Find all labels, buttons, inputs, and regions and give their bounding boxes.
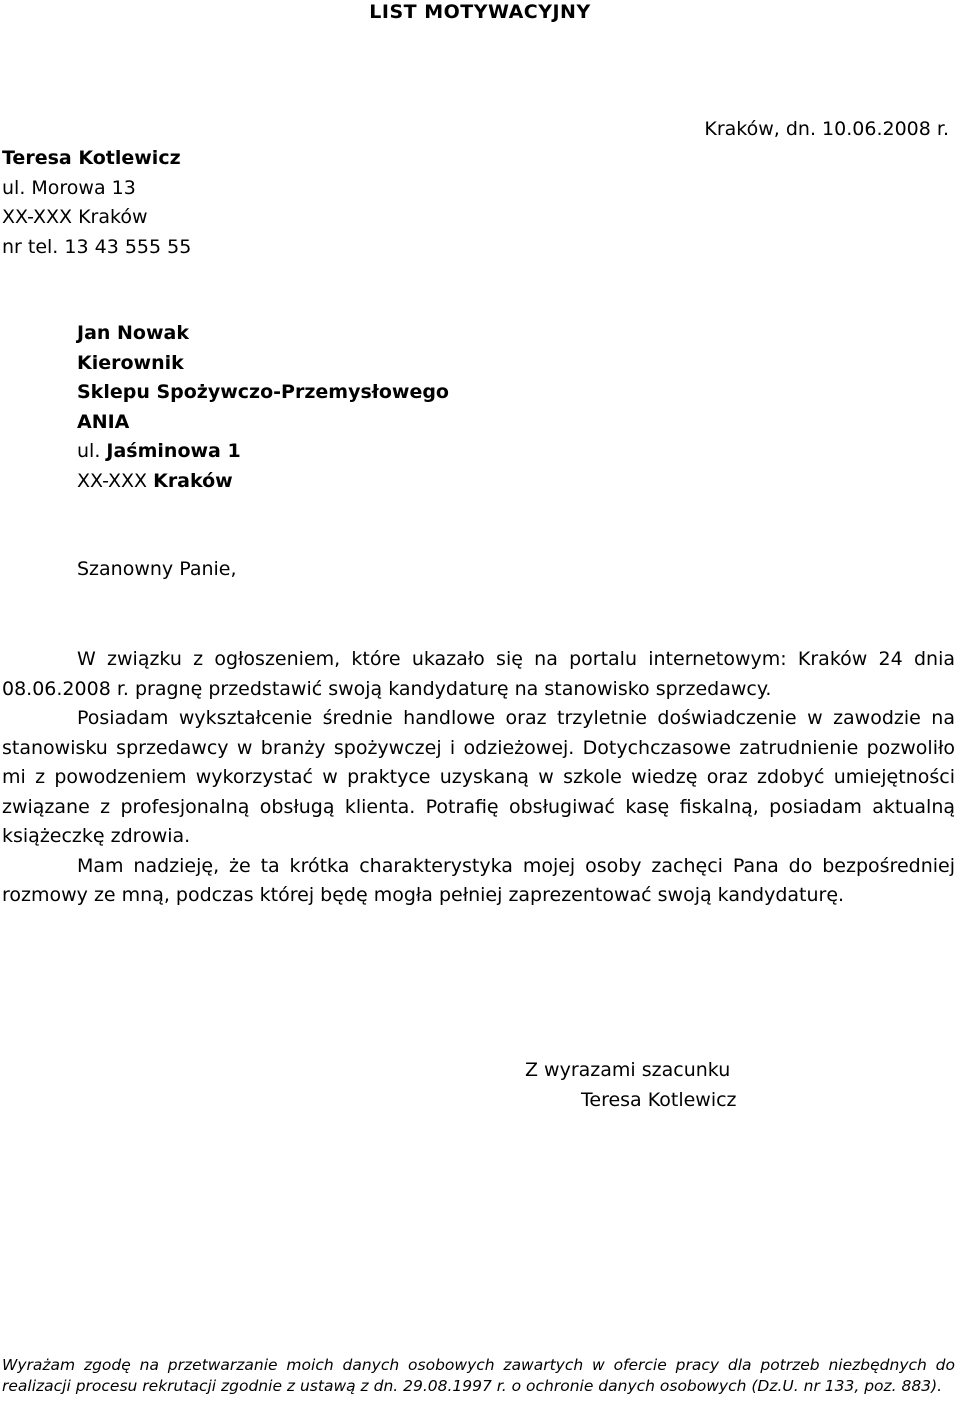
letter-date: Kraków, dn. 10.06.2008 r.	[704, 118, 949, 140]
recipient-position: Kierownik	[77, 351, 184, 374]
signature: Teresa Kotlewicz	[581, 1088, 737, 1111]
body-paragraph-2: Posiadam wykształcenie średnie handlowe oraz trzyletnie doświadczenie w zawodzie na stanowisku sprzedawcy w branży spożywczej i odzieżowej. Dotychczasowe zatrudnienie pozwoliło mi z powodzeniem wykorzystać w praktyce uzyskaną w szkole wiedzę oraz zdobyć umiejętności związane z profesjonalną obsługą klienta. Potrafię obsługiwać kasę fiskalną, posiadam aktualną książeczkę zdrowia.	[2, 707, 955, 847]
recipient-street: Jaśminowa 1	[106, 440, 241, 462]
sender-phone: nr tel. 13 43 555 55	[2, 235, 192, 258]
document-title: LIST MOTYWACYJNY	[369, 1, 591, 23]
greeting: Szanowny Panie,	[77, 558, 237, 580]
recipient-zip: XX-XXX	[77, 469, 154, 492]
recipient-city-line	[77, 467, 449, 497]
sender-block	[2, 144, 191, 262]
recipient-city: Kraków	[153, 469, 233, 492]
sender-street: ul. Morowa 13	[2, 176, 136, 199]
closing-block	[525, 1056, 737, 1115]
body-paragraph-1: W związku z ogłoszeniem, które ukazało się na portalu internetowym: Kraków 24 dnia 08.06.2008 r. pragnę przedstawić swoją kandydaturę na stanowisko sprzedawcy.	[2, 648, 955, 700]
sender-name: Teresa Kotlewicz	[2, 147, 181, 169]
sender-city: XX-XXX Kraków	[2, 206, 148, 228]
recipient-block	[77, 319, 449, 496]
recipient-name: Jan Nowak	[77, 322, 189, 344]
recipient-company: Sklepu Spożywczo-Przemysłowego	[77, 381, 449, 403]
recipient-street-prefix: ul.	[77, 440, 107, 462]
gdpr-consent-clause: Wyrażam zgodę na przetwarzanie moich danych osobowych zawartych w ofercie pracy dla potrzeb niezbędnych do realizacji procesu rekrutacji zgodnie z ustawą z dn. 29.08.1997 r. o ochronie danych osobowych (Dz.U. nr 133, poz. 883).	[2, 1356, 955, 1395]
closing-phrase: Z wyrazami szacunku	[525, 1059, 731, 1081]
body-paragraph-3: Mam nadzieję, że ta krótka charakterystyka mojej osoby zachęci Pana do bezpośredniej rozmowy ze mną, podczas której będę mogła pełniej zaprezentować swoją kandydaturę.	[2, 854, 955, 906]
recipient-street-line	[77, 437, 449, 467]
recipient-company-name: ANIA	[77, 410, 130, 433]
letter-body	[2, 645, 955, 911]
